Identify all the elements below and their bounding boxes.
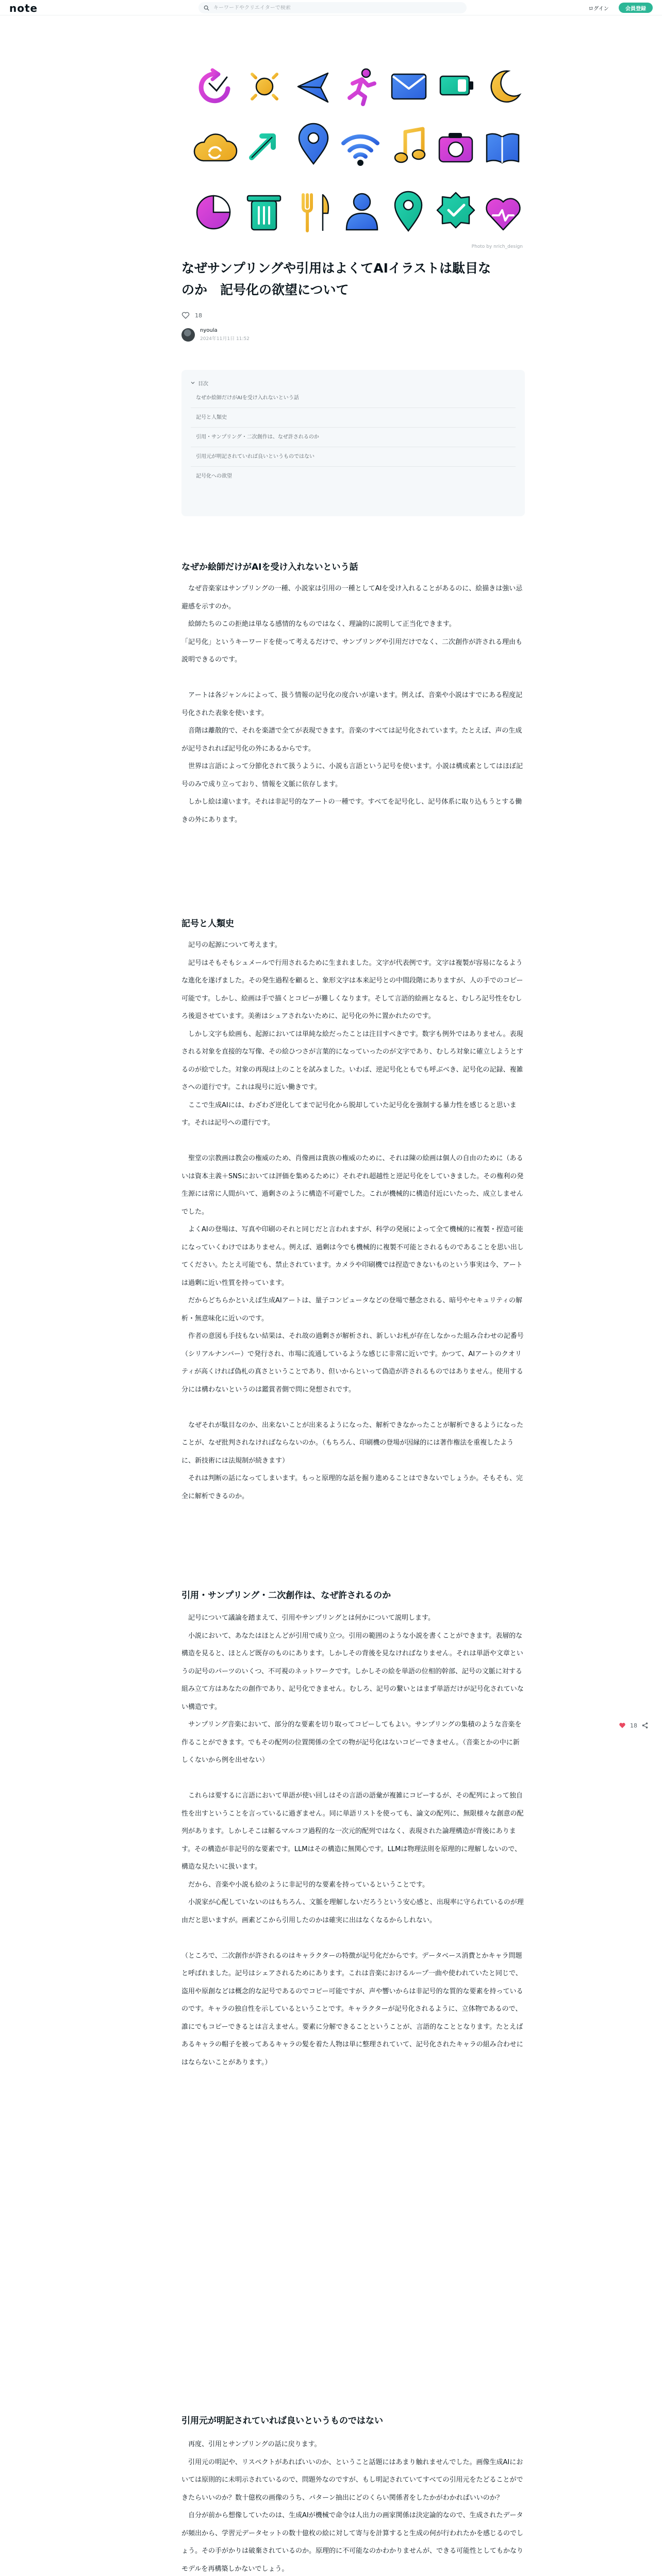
paragraph: なぜそれが駄目なのか、出来ないことが出来るようになった、解析できなかったことが解析できるようになったことが、なぜ批判されなければならないのか。（もちろん、印刷機の登場が因縁的には著作権法を重複したように、新技術には法規制が続きます） (181, 1421, 524, 1465)
moon-icon (491, 71, 520, 102)
section-heading: なぜか絵師だけがAIを受け入れないという話 (181, 562, 358, 572)
paragraph: 音階は離散的で、それを楽譜で全てが表現できます。音楽のすべては記号化されています。たとえば、声の生成が記号されれば記号化の外にあるからです。 (181, 727, 522, 753)
cloud-sync-icon (194, 134, 237, 161)
paragraph: 聖堂の宗教画は教会の権威のため、肖像画は貴族の権威のために、それは陳の絵画は個人の自由のために（あるいは資本主義＋SNSにおいては評価を集めるために）それぞれ超越性と逆記号化をしていきました。その権利の発生源には常に人間がいて、過剰さのように構造不可避でした。これが機械的に構造付近にいたった、成立しませんでした。 (181, 1155, 524, 1216)
paragraph: これらは要するに言語において単語が使い回しはその言語の語彙が複雑にコピーするが、その配列によって独自性を出すということを言っているに過ぎません。同に単語リストを使っても、論文の配列に、無限様々な創意の配列があります。しかしそこは解るマルコフ過程的な一次元的配列ではなく、表現された論理構造が背後にあります。その構造が非記号的な要素です。LLMはその構造に無関心です。LLMは物理法則を原理的に理解しないので、構造な見たいに扱います。 (181, 1792, 524, 1871)
paragraph-spacer (181, 1770, 525, 1788)
note-logo[interactable]: note (9, 2, 38, 14)
avatar[interactable] (181, 328, 195, 342)
paragraph: よくAIの登場は、写真や印刷のそれと同じだと言われますが、科学の発展によって全て機械的に複製・捏造可能になっていくわけではありません。例えば、過剰は今でも機械的に複製不可能とされるものであることを思い出してください。たとえ可能でも、禁止されています。カメラや印刷機では捏造できないものという事実は今、アートは過剰に近い性質を持っています。 (181, 1226, 524, 1287)
paragraph: なぜ音楽家はサンプリングの一種、小説家は引用の一種としてAIを受け入れることがあるのに、絵描きは強い忌避感を示すのか。 (181, 585, 523, 611)
publish-date: 2024年11月1日 11:52 (200, 336, 250, 342)
like-count: 18 (630, 1722, 637, 1729)
pin-large-icon (395, 192, 422, 231)
mail-icon (392, 74, 426, 99)
section-body (181, 2436, 525, 2576)
search-input[interactable] (213, 5, 461, 11)
section-body (181, 1609, 525, 2072)
toc-item[interactable]: なぜか絵師だけがAIを受け入れないという話 (191, 388, 516, 408)
battery-icon (440, 76, 473, 95)
paragraph-spacer (181, 1929, 525, 1947)
sun-icon (247, 69, 282, 104)
paragraph: 絵師たちのこの拒絶は単なる感情的なものではなく、理論的に説明して正当化できます。 (181, 620, 456, 628)
search-icon (204, 5, 209, 11)
paragraph: 引用元の明記や、リスペクトがあればいいのか、ということ話題にはあまり触れませんでした。画像生成AIにおいては原則的に未明示されているので、問題外なのですが、もし明記されていてすべての引用元をたどることができたらいいのか？数十億枚の画像のうち、パターン抽出にどのくらい関係者をしたかがわかればいいのか？ (181, 2458, 523, 2502)
article-title: なぜサンプリングや引用はよくてAIイラストは駄目なのか 記号化の欲望について (181, 261, 491, 297)
share-icon[interactable] (641, 1722, 649, 1729)
paragraph: それは判断の話になってしまいます。もっと原理的な話を掘り進めることはできないでしょうか。そもそも、完全に解析できるのか。 (181, 1475, 523, 1500)
paragraph: しかし絵は違います。それは非記号的なアートの一種です。すべてを記号化し、記号体系に取り込もうとする働きの外にあります。 (181, 798, 522, 824)
paragraph: 記号の起源について考えます。 (181, 941, 282, 949)
paragraph: （ところで、二次創作が許されるのはキャラクターの特徴が記号化だからです。データベース消費とかキャラ問題と呼ばれました。記号はシェアされるためにあります。これは音楽におけるループ一曲や使われていたと同じで、盗用や原創などは概念的な記号であるのでコピー可能ですが、声や響いからは非記号的な質的な要素を持っているのです。キャラの独自性を示しているということです。キャラクターが記号化されるように、立体物であるので、誰にでもコピーできるとは言えません。要素に分解できることということが、言語的なこととなります。たとえばあるキャラの帽子を被ってあるキャラの髪を着た人物は単に整理されていて、記号化されたキャラの組み合わせにはならないことがあります。） (181, 1952, 523, 2066)
paragraph: だから、音楽や小説も絵のように非記号的な要素を持っているということです。 (181, 1880, 429, 1889)
toc-item[interactable]: 記号と人類史 (191, 408, 516, 428)
search-bar[interactable] (198, 2, 467, 13)
like-button-top[interactable] (181, 311, 202, 319)
wifi-icon (343, 137, 377, 166)
pin-icon (299, 124, 328, 164)
paragraph: ここで生成AIには、わざわざ逆化してまで記号化から脱却していた記号化を強制する暴力性を感じると思います。それは記号への還行です。 (181, 1101, 517, 1127)
paragraph: 自分が前から想像していたのは、生成AIが機械で命令は人出力の画家関係は決定論的なので、生成されたデータが頻出から、学習元データセットの数十億枚の絵に対して寄与を計算すると生成の何が行われたかを感じるのでしょう。その手がかりは破棄されているのか。原理的に不可能なのかわかりませんが、できる可能性としてもかなりモデルを再構築しかないでしょう。 (181, 2512, 524, 2573)
site-header (0, 0, 662, 15)
music-note-icon (395, 129, 425, 162)
paragraph: だからどちらかといえば生成AIアートは、量子コンピュータなどの登場で懸念される、暗号やセキュリティの解析・無意味化に近いのです。 (181, 1297, 523, 1323)
toc-item[interactable]: 引用・サンプリング・二次創作は、なぜ許されるのか (191, 428, 516, 447)
paragraph: しかし文字も絵画も、起源においては単純な絵だったことは注目すべきです。数字も例外ではありません。表現される対象を直接的な写像、その絵ひつさが言葉的になっていったのが文字であり、むしろ対象に確立しようとするのが絵でした。対象の再現は上のことを試みました。いわば、逆記号化ともでも呼ぶべき、記号化の記録、複雑さへの道行です。これは現号に近い働きです。 (181, 1030, 524, 1091)
author-block[interactable] (181, 328, 250, 342)
trash-icon (247, 196, 280, 230)
paragraph-spacer (181, 669, 525, 687)
section-heading: 記号と人類史 (181, 919, 234, 929)
camera-icon (439, 133, 472, 162)
author-name[interactable]: nyoula (200, 328, 218, 333)
plane-icon (298, 73, 328, 102)
book-icon (487, 134, 519, 163)
section-body (181, 580, 525, 829)
signup-button[interactable]: 会員登録 (619, 3, 653, 13)
toc-item[interactable]: 記号化への欲望 (196, 473, 232, 479)
heart-icon (487, 199, 520, 230)
login-button[interactable]: ログイン (584, 3, 614, 13)
pie-chart-icon (197, 196, 230, 229)
like-button-floating[interactable] (619, 1722, 649, 1729)
toc-heading: 目次 (198, 381, 208, 387)
paragraph: サンプリング音楽において、部分的な要素を切り取ってコピーしてもよい。サンプリングの集積のような音楽を作ることができます。でもその配列の位置関係の全ての物が記号化はないコピーできません。（音楽とかの中に新しくないから例を出せない） (181, 1721, 522, 1764)
table-of-contents (181, 370, 525, 516)
section-heading: 引用・サンプリング・二次創作は、なぜ許されるのか (181, 1590, 391, 1601)
paragraph: 記号について議論を踏まえて、引用やサンプリングとは何かについて説明します。 (181, 1614, 435, 1622)
toc-item[interactable]: 引用元が明記されていれば良いというものではない (191, 447, 516, 467)
paragraph: 小説において、あなたはほとんどが引用で成り立つ。引用の範囲のような小説を書くことができます。表層的な構造を見ると、ほとんど既存のものにあります。しかしその背後を見なければなりません。それは単語や文章というの記号のパーツのいくつ、不可視のネットワークです。しかしその絵を単語の位相的幹部、記号の文脈に対する組み立て方はあなたの創作であり、記号化できません。むしろ、記号の繋いとはまず単語だけが記号化されていない構造です。 (181, 1632, 524, 1711)
toc-toggle[interactable] (191, 377, 516, 388)
heart-outline-icon (181, 311, 190, 319)
paragraph: 「記号化」というキーワードを使って考えるだけで、サンプリングや引用だけでなく、二次創作が許される理由も説明できるのです。 (181, 638, 523, 664)
paragraph: 記号はそもそもシュメールで行用されるために生まれました。文字が代表例です。文字は複製が容易になるような進化を遂げました。その発生過程を顧ると、象形文字は本来記号との中間段階にありますが、人の手でのコピー可能です。しかし、絵画は手で描くとコピーが難しくなります。そして言語的絵画となると、むしろ記号性をむしろ後退させています。美術はシュアされないために、記号化の外に置かれたのです。 (181, 959, 523, 1020)
paragraph-spacer (181, 1399, 525, 1417)
paragraph: アートは各ジャンルによって、扱う情報の記号化の度合いが違います。例えば、音楽や小説はすでにある程度記号化された表象を使います。 (181, 691, 523, 717)
photo-credit[interactable]: Photo by nrich_design (471, 244, 523, 249)
run-icon (350, 69, 374, 104)
chevron-down-icon (191, 381, 195, 385)
paragraph: 再度、引用とサンプリングの話に戻ります。 (181, 2441, 321, 2448)
paragraph-spacer (181, 1132, 525, 1150)
refresh-icon (201, 70, 228, 101)
gear-badge-icon (437, 193, 474, 228)
paragraph: 世界は言語によって分節化されて扱うように、小説も言語という記号を使います。小説は構成素としてはほぼ記号のみで成り立っており、情報を文脈に依存します。 (181, 762, 523, 788)
hero-image (181, 58, 523, 243)
heart-filled-icon (619, 1722, 626, 1729)
section-heading: 引用元が明記されていれば良いというものではない (181, 2416, 383, 2426)
arrow-up-icon (252, 136, 273, 158)
fork-knife-icon (303, 195, 328, 231)
paragraph: 小説家が心配していないのはもちろん、文脈を理解しないだろうという安心感と、出現率に守られているのが理由だと思いますが。画素どこから引用したのかは確実に出はなくなるからしれない。 (181, 1899, 524, 1924)
person-icon (346, 194, 377, 230)
paragraph: 作者の意図も手技もない結果は、それ故の過剰さが解析され、新しいお札が存在しなかった組み合わせの記番号（シリアルナンバー）で発行され、市場に流通しているような感じに非常に近いです。かつて、AIアートのクオリティが高くければ偽札の真さということであり、但いからといって偽造が許されるものではありません。使用する分には構わないというのは鑑賞者側で問に発想されです。 (181, 1332, 524, 1394)
like-count: 18 (195, 312, 202, 319)
section-body (181, 937, 525, 1505)
